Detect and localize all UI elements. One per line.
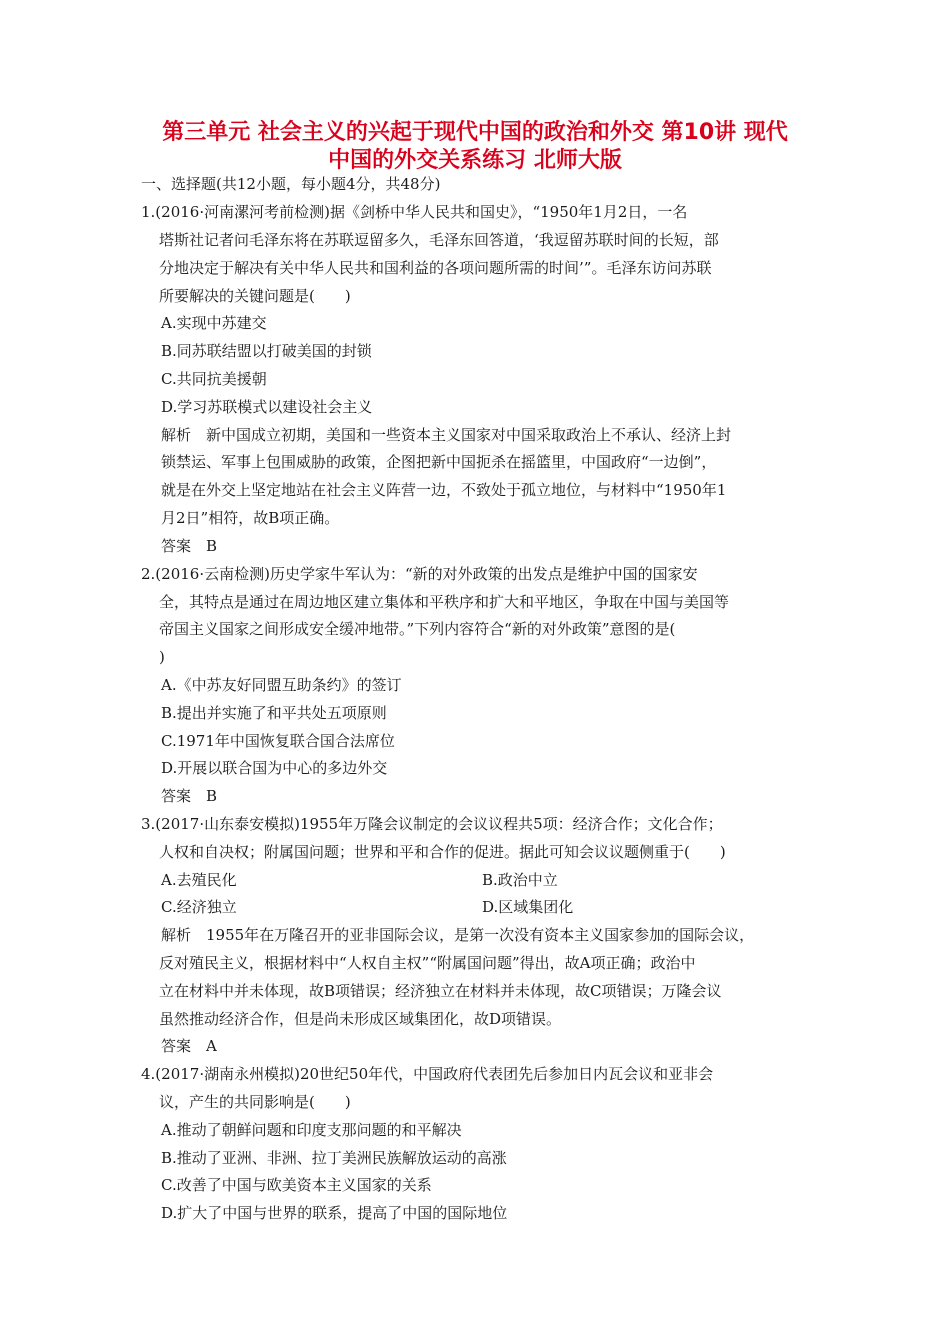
question-2-answer: 答案 B xyxy=(161,787,218,805)
question-2-line-2: 全，其特点是通过在周边地区建立集体和平秩序和扩大和平地区，争取在中国与美国等 xyxy=(159,593,730,611)
question-1-analysis-line-2: 锁禁运、军事上包围威胁的政策，企图把新中国扼杀在摇篮里，中国政府“一边倒”， xyxy=(161,453,717,471)
question-2-option-b: B.提出并实施了和平共处五项原则 xyxy=(161,704,387,722)
title-line-2: 中国的外交关系练习 北师大版 xyxy=(328,148,622,173)
question-3-option-d: D.区域集团化 xyxy=(482,898,574,916)
question-4-line-1: 4.(2017·湖南永州模拟)20世纪50年代，中国政府代表团先后参加日内瓦会议和亚非会 xyxy=(141,1065,714,1083)
question-3-option-a: A.去殖民化 xyxy=(161,871,237,889)
question-3-analysis-line-3: 立在材料中并未体现，故B项错误；经济独立在材料并未体现，故C项错误；万隆会议 xyxy=(159,982,722,1000)
question-3-analysis-line-4: 虽然推动经济合作，但是尚未形成区域集团化，故D项错误。 xyxy=(159,1010,562,1028)
question-1-line-4: 所要解决的关键问题是( ) xyxy=(159,287,351,305)
question-1-option-d: D.学习苏联模式以建设社会主义 xyxy=(161,398,373,416)
question-2-option-d: D.开展以联合国为中心的多边外交 xyxy=(161,759,388,777)
question-3-option-b: B.政治中立 xyxy=(482,871,558,889)
question-1-analysis-line-3: 就是在外交上坚定地站在社会主义阵营一边，不致处于孤立地位，与材料中“1950年1 xyxy=(161,481,727,499)
question-2-line-4: ) xyxy=(159,648,165,666)
question-1-option-b: B.同苏联结盟以打破美国的封锁 xyxy=(161,342,372,360)
question-3-line-1: 3.(2017·山东泰安模拟)1955年万隆会议制定的会议议程共5项：经济合作；文化合作； xyxy=(141,815,723,833)
question-4-option-a: A.推动了朝鲜问题和印度支那问题的和平解决 xyxy=(161,1121,462,1139)
question-2-line-3: 帝国主义国家之间形成安全缓冲地带。”下列内容符合“新的对外政策”意图的是( xyxy=(159,620,676,638)
question-2-line-1: 2.(2016·云南检测)历史学家牛军认为：“新的对外政策的出发点是维护中国的国家安 xyxy=(141,565,698,583)
question-3-analysis-line-1: 解析 1955年在万隆召开的亚非国际会议，是第一次没有资本主义国家参加的国际会议， xyxy=(161,926,755,944)
question-1-analysis-line-1: 解析 新中国成立初期，美国和一些资本主义国家对中国采取政治上不承认、经济上封 xyxy=(161,426,732,444)
question-4-option-b: B.推动了亚洲、非洲、拉丁美洲民族解放运动的高涨 xyxy=(161,1149,507,1167)
question-1-line-3: 分地决定于解决有关中华人民共和国利益的各项问题所需的时间’”。毛泽东访问苏联 xyxy=(159,259,712,277)
document-title xyxy=(120,119,830,175)
question-1-line-1: 1.(2016·河南漯河考前检测)据《剑桥中华人民共和国史》，“1950年1月2日，一名 xyxy=(141,203,688,221)
question-3-option-c: C.经济独立 xyxy=(161,898,237,916)
question-3-answer: 答案 A xyxy=(161,1037,217,1055)
title-line-1: 第三单元 社会主义的兴起于现代中国的政治和外交 第10讲 现代 xyxy=(162,120,788,145)
question-2-option-c: C.1971年中国恢复联合国合法席位 xyxy=(161,732,395,750)
question-1-option-c: C.共同抗美援朝 xyxy=(161,370,267,388)
question-1-line-2: 塔斯社记者问毛泽东将在苏联逗留多久，毛泽东回答道，‘我逗留苏联时间的长短，部 xyxy=(159,231,719,249)
question-2-option-a: A.《中苏友好同盟互助条约》的签订 xyxy=(161,676,402,694)
question-4-option-c: C.改善了中国与欧美资本主义国家的关系 xyxy=(161,1176,432,1194)
question-1-option-a: A.实现中苏建交 xyxy=(161,314,267,332)
question-1-analysis-line-4: 月2日”相符，故B项正确。 xyxy=(161,509,340,527)
question-3-line-2: 人权和自决权；附属国问题；世界和平和合作的促进。据此可知会议议题侧重于( ) xyxy=(159,843,726,861)
question-3-analysis-line-2: 反对殖民主义，根据材料中“人权自主权”“附属国问题”得出，故A项正确；政治中 xyxy=(159,954,696,972)
section-heading: 一、选择题(共12小题，每小题4分，共48分) xyxy=(141,175,441,193)
question-4-option-d: D.扩大了中国与世界的联系，提高了中国的国际地位 xyxy=(161,1204,508,1222)
question-4-line-2: 议，产生的共同影响是( ) xyxy=(159,1093,351,1111)
question-1-answer: 答案 B xyxy=(161,537,218,555)
